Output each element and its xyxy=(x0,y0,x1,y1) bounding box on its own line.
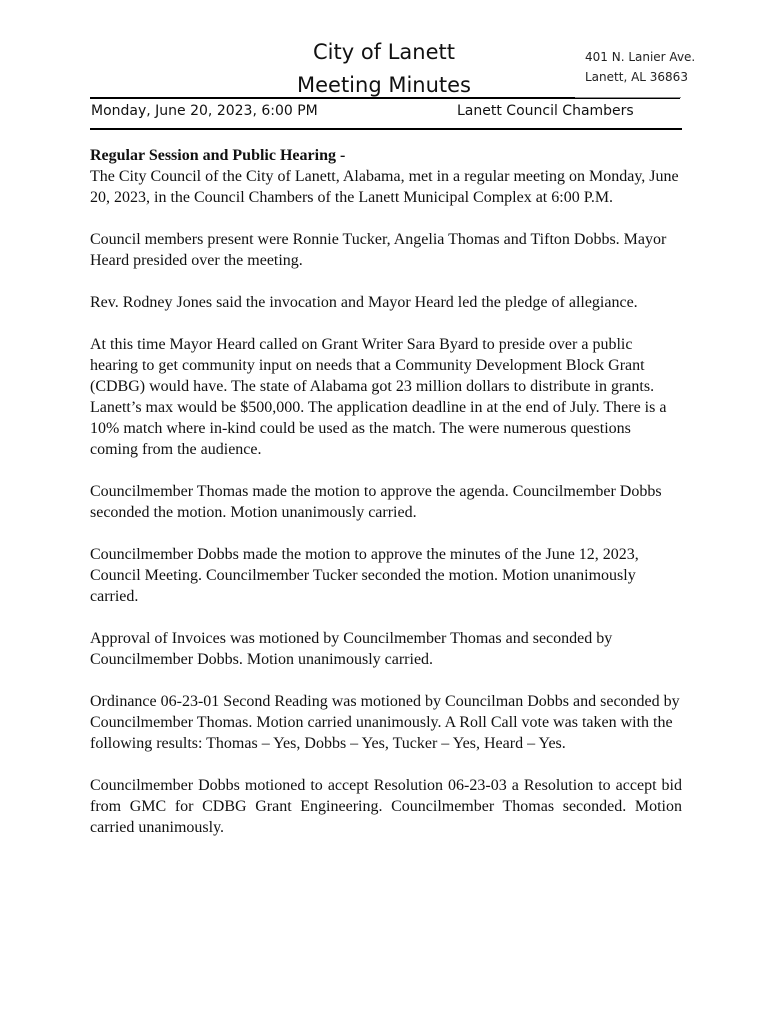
session-paragraph xyxy=(90,145,682,208)
invocation-paragraph: Rev. Rodney Jones said the invocation and Mayor Heard led the pledge of allegiance. xyxy=(90,294,638,311)
meeting-meta-row xyxy=(90,103,680,125)
address-city: Lanett, AL 36863 xyxy=(585,70,688,84)
resolution-paragraph: Councilmember Dobbs motioned to accept Resolution 06-23-03 a Resolution to accept bid from GMC for CDBG Grant Engineering. Councilmember Thomas seconded. Motion carried unanimously. xyxy=(90,777,682,836)
address-street: 401 N. Lanier Ave. xyxy=(585,50,696,64)
ordinance-paragraph: Ordinance 06-23-01 Second Reading was motioned by Councilman Dobbs and seconded by Councilmember Thomas. Motion carried unanimously. A Roll Call vote was taken with the following results: Thomas – Yes, Dobbs – Yes, Tucker – Yes, Heard – Yes. xyxy=(90,693,680,752)
attendance-paragraph: Council members present were Ronnie Tucker, Angelia Thomas and Tifton Dobbs. Mayor Heard presided over the meeting. xyxy=(90,231,667,269)
minutes-body xyxy=(90,145,682,859)
session-heading: Regular Session and Public Hearing - xyxy=(90,147,346,164)
meeting-location: Lanett Council Chambers xyxy=(457,103,634,119)
city-title: City of Lanett xyxy=(312,40,456,64)
prior-minutes-paragraph: Councilmember Dobbs made the motion to approve the minutes of the June 12, 2023, Council Meeting. Councilmember Tucker seconded the motion. Motion unanimously carried. xyxy=(90,546,639,605)
session-intro: The City Council of the City of Lanett, Alabama, met in a regular meeting on Monday, June 20, 2023, in the Council Chambers of the Lanett Municipal Complex at 6:00 P.M. xyxy=(90,168,679,206)
document-title: Meeting Minutes xyxy=(296,73,471,97)
agenda-paragraph: Councilmember Thomas made the motion to approve the agenda. Councilmember Dobbs seconded the motion. Motion unanimously carried. xyxy=(90,483,662,521)
address-divider xyxy=(575,97,681,98)
invoices-paragraph: Approval of Invoices was motioned by Councilmember Thomas and seconded by Councilmember Dobbs. Motion unanimously carried. xyxy=(90,630,613,668)
header-divider-bottom xyxy=(90,128,682,130)
public-hearing-paragraph: At this time Mayor Heard called on Grant Writer Sara Byard to preside over a public hearing to get community input on needs that a Community Development Block Grant (CDBG) would have. The state of Alabama got 23 million dollars to distribute in grants. Lanett’s max would be $500,000. The application deadline in at the end of July. There is a 10% match where in-kind could be used as the match. The were numerous questions coming from the audience. xyxy=(90,336,667,458)
meeting-date-time: Monday, June 20, 2023, 6:00 PM xyxy=(91,103,318,119)
